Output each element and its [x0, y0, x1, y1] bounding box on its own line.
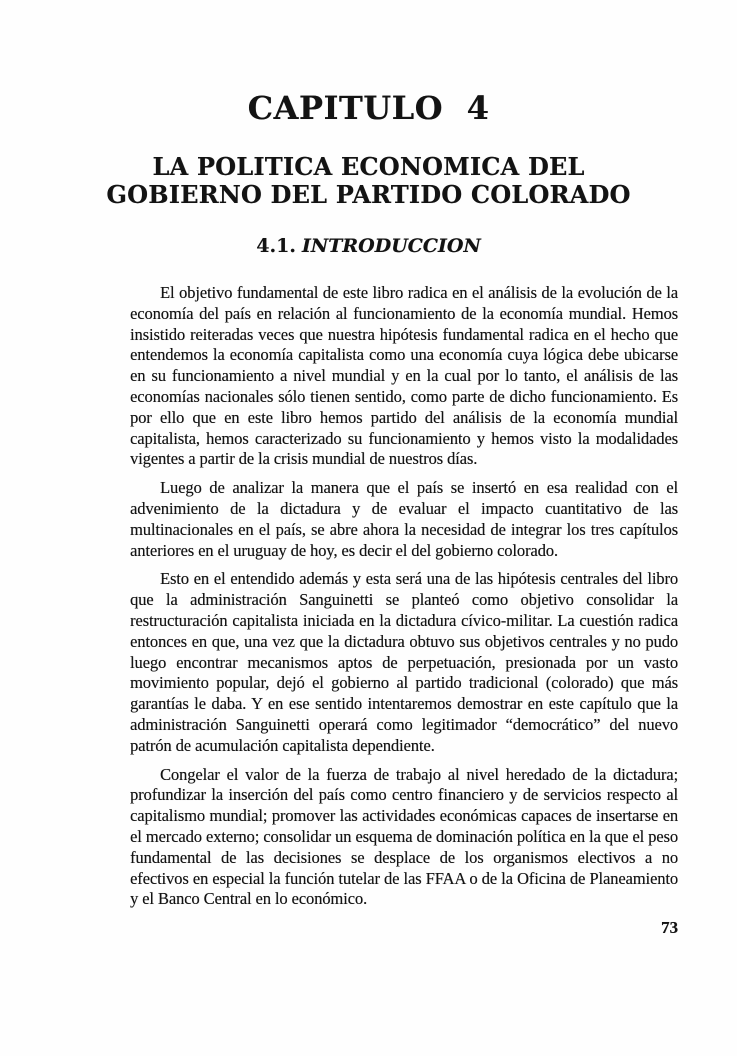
page-number: 73: [661, 918, 678, 938]
chapter-title-line1: LA POLITICA ECONOMICA DEL: [152, 152, 585, 181]
chapter-title: [0, 153, 737, 209]
paragraph-4: Congelar el valor de la fuerza de trabajo al nivel heredado de la dictadura; profundizar la inserción del país como centro financiero y de servicios respecto al capitalismo mundial; promover las actividades económicas capaces de insertarse en el mercado externo; consolidar un esquema de dominación política en la que el peso fundamental de las decisiones se desplace de los organismos electivos a no efectivos en especial la función tutelar de las FFAA o de la Oficina de Planeamiento y el Banco Central en lo económico.: [130, 764, 678, 909]
paragraph-1: El objetivo fundamental de este libro radica en el análisis de la evolución de la economía del país en relación al funcionamiento de la economía mundial. Hemos insistido reiteradas veces que nuestra hipótesis fundamental radica en el hecho que entendemos la economía capitalista como una economía cuya lógica debe ubicarse en su funcionamiento a nivel mundial y en la cual por lo tanto, el análisis de las economías nacionales sólo tienen sentido, como parte de dicho funcionamiento. Es por ello que en este libro hemos partido del análisis de la economía mundial capitalista, hemos caracterizado su funcionamiento y hemos visto la modalidades vigentes a partir de la crisis mundial de nuestros días.: [130, 283, 678, 469]
section-number: 4.1.: [256, 235, 296, 257]
chapter-title-line2: GOBIERNO DEL PARTIDO COLORADO: [106, 180, 631, 209]
paragraph-3: Esto en el entendido además y esta será una de las hipótesis centrales del libro que la administración Sanguinetti se planteó como objetivo consolidar la restructuración capitalista iniciada en la dictadura cívico-militar. La cuestión radica entonces en que, una vez que la dictadura obtuvo sus objetivos centrales y no pudo luego encontrar mecanismos aptos de perpetuación, presionada por un vasto movimiento popular, dejó el gobierno al partido tradicional (colorado) que más garantías le daba. Y en ese sentido intentaremos demostrar en este capítulo que la administración Sanguinetti operará como legitimador “democrático” del nuevo patrón de acumulación capitalista dependiente.: [130, 569, 678, 755]
paragraph-2: Luego de analizar la manera que el país se insertó en esa realidad con el advenimiento de la dictadura y de evaluar el impacto cuantitativo de las multinacionales en el país, se abre ahora la necesidad de integrar los tres capítulos anteriores en el uruguay de hoy, es decir el del gobierno colorado.: [130, 478, 678, 560]
chapter-heading: CAPITULO 4: [247, 89, 490, 127]
section-heading: [0, 235, 737, 257]
article-body: [130, 283, 678, 910]
section-title: INTRODUCCION: [301, 235, 481, 257]
